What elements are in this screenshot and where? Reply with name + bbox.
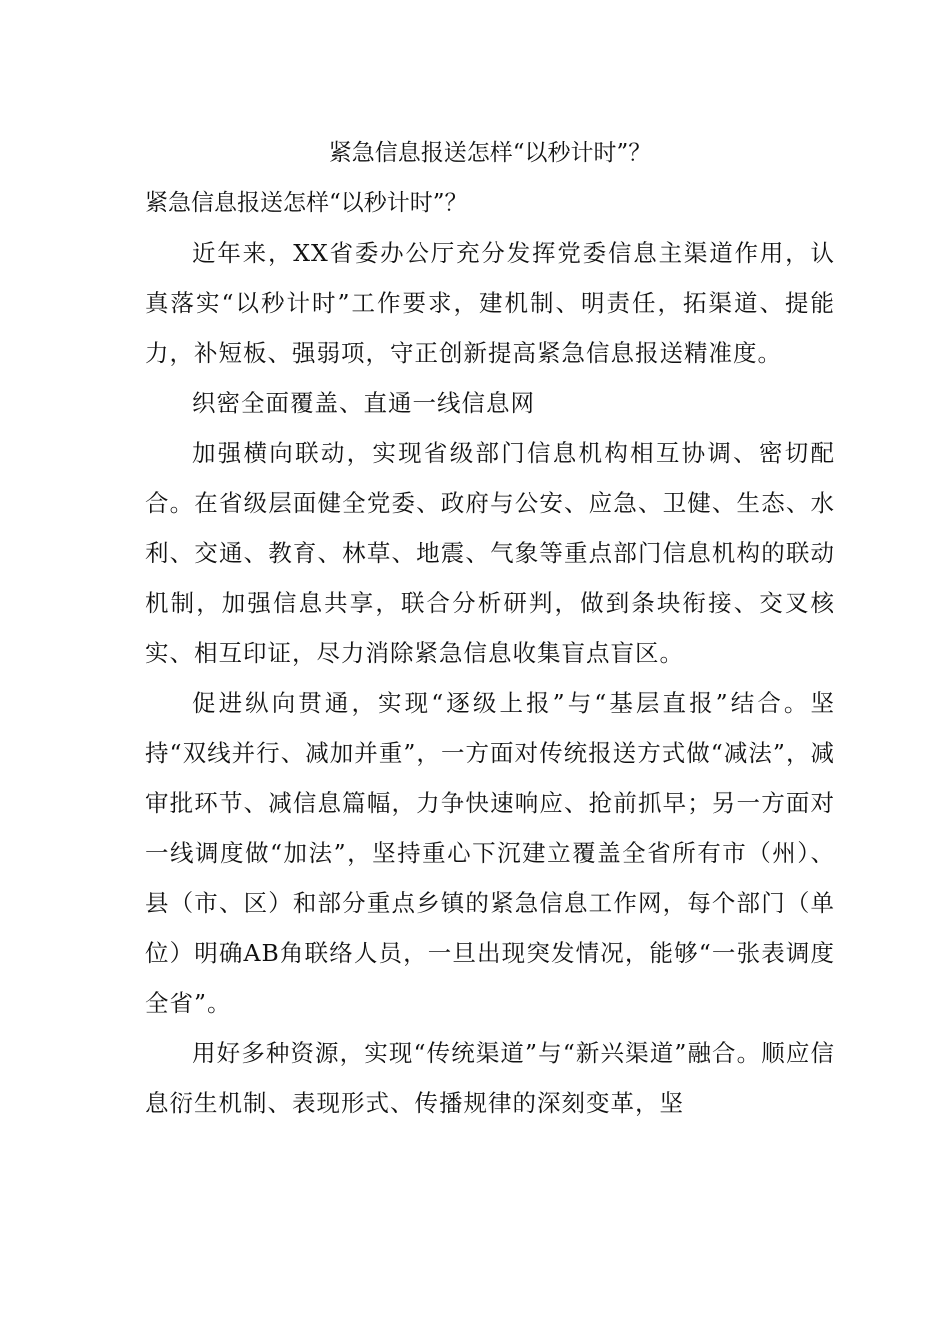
paragraph-intro: 近年来，XX省委办公厅充分发挥党委信息主渠道作用，认真落实“以秒计时”工作要求，建机制、明责任，拓渠道、提能力，补短板、强弱项，守正创新提高紧急信息报送精准度。 bbox=[145, 239, 835, 367]
paragraph-horizontal-linkage: 加强横向联动，实现省级部门信息机构相互协调、密切配合。在省级层面健全党委、政府与公安、应急、卫健、生态、水利、交通、教育、林草、地震、气象等重点部门信息机构的联动机制，加强信息共享，联合分析研判，做到条块衔接、交叉核实、相互印证，尽力消除紧急信息收集盲点盲区。 bbox=[145, 439, 835, 667]
document-body bbox=[145, 128, 835, 1128]
section-heading: 织密全面覆盖、直通一线信息网 bbox=[192, 389, 535, 417]
paragraph-resources: 用好多种资源，实现“传统渠道”与“新兴渠道”融合。顺应信息衍生机制、表现形式、传播规律的深刻变革，坚 bbox=[145, 1039, 835, 1117]
paragraph-vertical-integration: 促进纵向贯通，实现“逐级上报”与“基层直报”结合。坚持“双线并行、减加并重”，一方面对传统报送方式做“减法”，减审批环节、减信息篇幅，力争快速响应、抢前抓早；另一方面对一线调度做“加法”，坚持重心下沉建立覆盖全省所有市（州）、县（市、区）和部分重点乡镇的紧急信息工作网，每个部门（单位）明确AB角联络人员，一旦出现突发情况，能够“一张表调度全省”。 bbox=[145, 689, 835, 1017]
page-title: 紧急信息报送怎样“以秒计时”？ bbox=[328, 140, 652, 166]
document-subtitle: 紧急信息报送怎样“以秒计时”？ bbox=[145, 190, 468, 216]
